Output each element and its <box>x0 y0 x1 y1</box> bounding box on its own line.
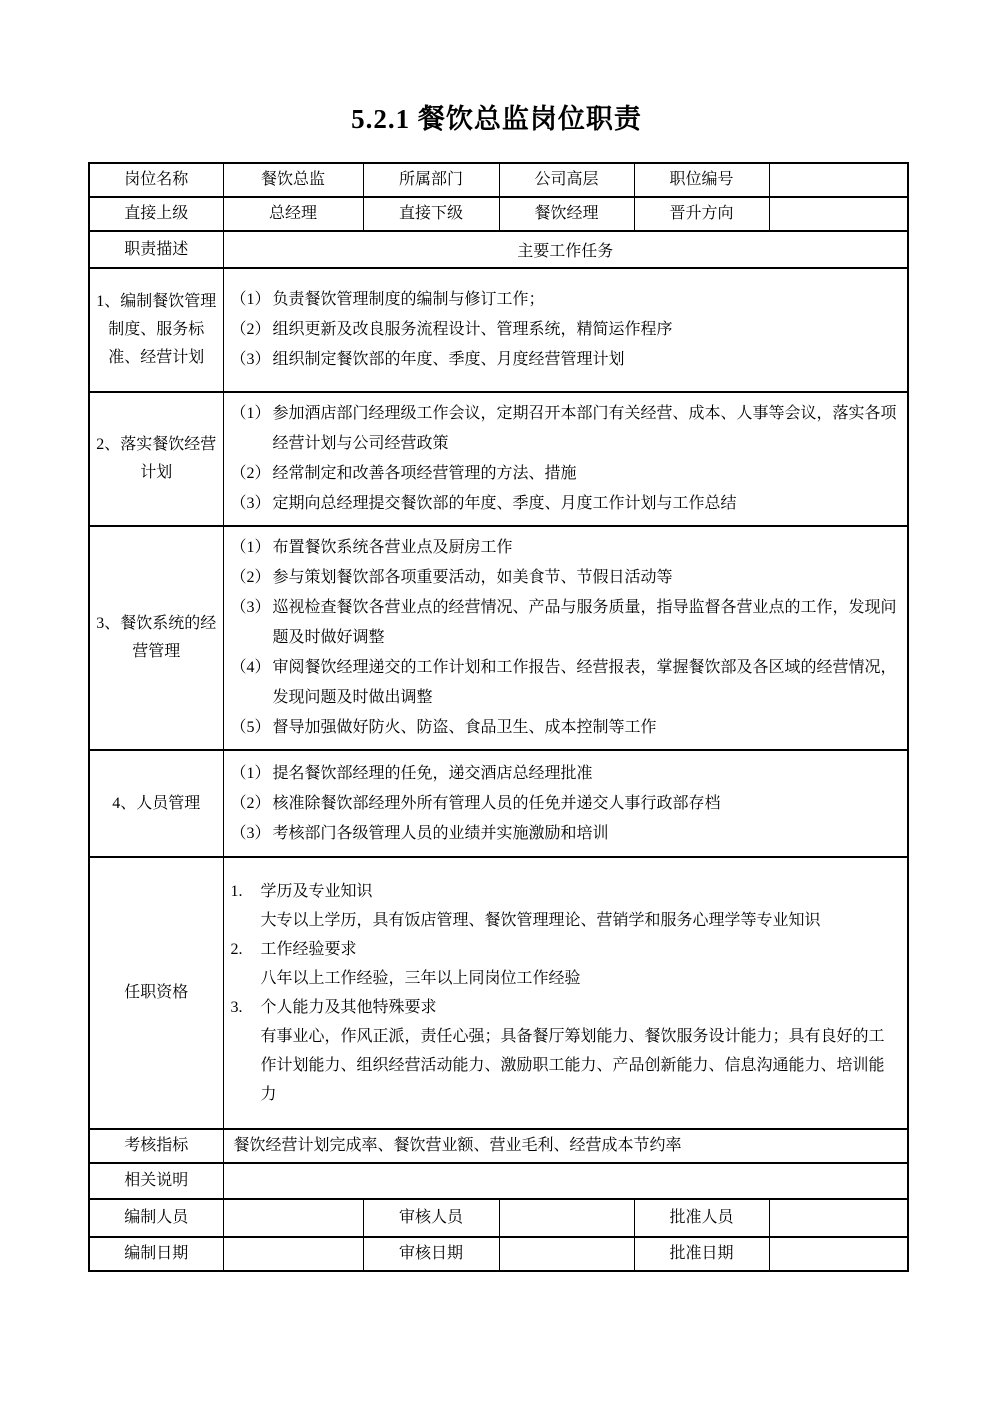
job-description-table <box>88 162 909 1272</box>
list-item-text: 考核部门各级管理人员的业绩并实施激励和培训 <box>272 824 609 842</box>
qualification-item-body <box>261 935 900 993</box>
list-item-marker: （3） <box>230 599 271 616</box>
info-row-2 <box>89 197 908 231</box>
duty-label-3: 3、餐饮系统的经营管理 <box>89 526 223 750</box>
list-item-text: 组织制定餐饮部的年度、季度、月度经营管理计划 <box>272 351 625 368</box>
field-value-approved-date <box>769 1237 908 1271</box>
list-item <box>231 759 900 789</box>
list-item-marker: （2） <box>230 321 271 338</box>
qualification-item-detail: 大专以上学历，具有饭店管理、餐饮管理理论、营销学和服务心理学等专业知识 <box>260 912 821 929</box>
field-value-direct-superior: 总经理 <box>223 197 363 231</box>
field-value-reviewed-date <box>499 1237 634 1271</box>
field-label-promotion-direction: 晋升方向 <box>634 197 769 231</box>
duty-row-4 <box>89 750 908 857</box>
list-item-marker: （4） <box>230 659 271 676</box>
list-item-text: 布置餐饮系统各营业点及厨房工作 <box>272 539 513 556</box>
field-label-position-code: 职位编号 <box>634 163 769 197</box>
field-label-department: 所属部门 <box>363 163 499 197</box>
list-item-marker: （5） <box>230 719 271 736</box>
field-label-direct-subordinate: 直接下级 <box>363 197 499 231</box>
qualification-item-detail: 有事业心，作风正派，责任心强；具备餐厅筹划能力、餐饮服务设计能力；具有良好的工作计划能力、组织经营活动能力、激励职工能力、产品创新能力、信息沟通能力、培训能力 <box>260 1028 885 1103</box>
field-value-approved-by <box>769 1199 908 1237</box>
list-item-marker: （1） <box>230 539 271 556</box>
field-value-direct-subordinate: 餐饮经理 <box>499 197 634 231</box>
list-item <box>231 285 900 315</box>
qualification-item <box>231 993 900 1109</box>
qualification-label: 任职资格 <box>89 857 223 1129</box>
page-title: 5.2.1 餐饮总监岗位职责 <box>351 104 642 134</box>
list-item-marker: （1） <box>230 291 271 308</box>
notes-label: 相关说明 <box>89 1163 223 1199</box>
list-item-text: 经常制定和改善各项经营管理的方法、措施 <box>272 465 577 482</box>
qualification-items <box>223 857 908 1129</box>
qualification-item-number: 3. <box>230 999 243 1016</box>
qualification-item-body <box>261 993 900 1109</box>
list-item <box>231 593 900 653</box>
qualification-row <box>89 857 908 1129</box>
list-item-text: 参加酒店部门经理级工作会议，定期召开本部门有关经营、成本、人事等会议，落实各项经营计划与公司经营政策 <box>272 405 897 452</box>
qualification-item-body <box>261 877 900 935</box>
footer-row-2 <box>89 1237 908 1271</box>
list-item <box>231 399 900 459</box>
duty-header-row <box>89 231 908 268</box>
qualification-item <box>231 935 900 993</box>
field-label-prepared-date: 编制日期 <box>89 1237 223 1271</box>
list-item-marker: （1） <box>230 405 271 422</box>
list-item-text: 提名餐饮部经理的任免，递交酒店总经理批准 <box>272 764 593 782</box>
field-label-prepared-by: 编制人员 <box>89 1199 223 1237</box>
list-item-text: 参与策划餐饮部各项重要活动，如美食节、节假日活动等 <box>272 569 673 586</box>
list-item-text: 审阅餐饮经理递交的工作计划和工作报告、经营报表，掌握餐饮部及各区域的经营情况，发现问题及时做出调整 <box>272 659 897 706</box>
duty-items-1 <box>223 268 908 392</box>
list-item-marker: （2） <box>230 794 271 812</box>
field-label-reviewed-date: 审核日期 <box>363 1237 499 1271</box>
list-item-text: 组织更新及改良服务流程设计、管理系统，精简运作程序 <box>272 321 673 338</box>
list-item <box>231 533 900 563</box>
field-value-prepared-date <box>223 1237 363 1271</box>
qualification-item-detail: 八年以上工作经验，三年以上同岗位工作经验 <box>260 970 581 987</box>
list-item <box>231 653 900 713</box>
duty-items-3 <box>223 526 908 750</box>
field-label-approved-by: 批准人员 <box>634 1199 769 1237</box>
list-item <box>231 459 900 489</box>
list-item <box>231 713 900 743</box>
list-item <box>231 345 900 375</box>
qualification-item-title: 工作经验要求 <box>260 941 357 958</box>
field-value-promotion-direction <box>769 197 908 231</box>
list-item-marker: （3） <box>230 351 271 368</box>
field-value-prepared-by <box>223 1199 363 1237</box>
list-item-text: 核准除餐饮部经理外所有管理人员的任免并递交人事行政部存档 <box>272 794 721 812</box>
list-item-marker: （3） <box>230 495 271 512</box>
list-item <box>231 819 900 849</box>
duty-label-2: 2、落实餐饮经营计划 <box>89 392 223 526</box>
qualification-item <box>231 877 900 935</box>
info-row-1 <box>89 163 908 197</box>
qualification-item-title: 个人能力及其他特殊要求 <box>260 999 437 1016</box>
list-item-text: 督导加强做好防火、防盗、食品卫生、成本控制等工作 <box>272 719 657 736</box>
notes-value <box>223 1163 908 1199</box>
list-item <box>231 489 900 519</box>
field-label-direct-superior: 直接上级 <box>89 197 223 231</box>
duty-header-label: 职责描述 <box>89 231 223 268</box>
duty-label-1: 1、编制餐饮管理制度、服务标准、经营计划 <box>89 268 223 392</box>
field-label-position-name: 岗位名称 <box>89 163 223 197</box>
list-item-text: 负责餐饮管理制度的编制与修订工作； <box>272 291 545 308</box>
duty-items-2 <box>223 392 908 526</box>
list-item <box>231 563 900 593</box>
duty-row-3 <box>89 526 908 750</box>
duty-row-1 <box>89 268 908 392</box>
list-item-text: 巡视检查餐饮各营业点的经营情况、产品与服务质量，指导监督各营业点的工作，发现问题及时做好调整 <box>272 599 897 646</box>
qualification-item-number: 2. <box>230 941 243 958</box>
list-item-marker: （3） <box>230 824 271 842</box>
list-item-marker: （2） <box>230 569 271 586</box>
field-value-department: 公司高层 <box>499 163 634 197</box>
list-item-marker: （1） <box>230 764 271 782</box>
list-item <box>231 789 900 819</box>
duty-header-value: 主要工作任务 <box>223 231 908 268</box>
duty-row-2 <box>89 392 908 526</box>
field-value-position-name: 餐饮总监 <box>223 163 363 197</box>
list-item <box>231 315 900 345</box>
notes-row <box>89 1163 908 1199</box>
field-label-reviewed-by: 审核人员 <box>363 1199 499 1237</box>
kpi-value: 餐饮经营计划完成率、餐饮营业额、营业毛利、经营成本节约率 <box>223 1129 908 1163</box>
kpi-row <box>89 1129 908 1163</box>
field-value-position-code <box>769 163 908 197</box>
field-value-reviewed-by <box>499 1199 634 1237</box>
list-item-marker: （2） <box>230 465 271 482</box>
qualification-item-number: 1. <box>230 883 243 900</box>
qualification-item-title: 学历及专业知识 <box>260 883 373 900</box>
field-label-approved-date: 批准日期 <box>634 1237 769 1271</box>
duty-items-4 <box>223 750 908 857</box>
duty-label-4: 4、人员管理 <box>89 750 223 857</box>
footer-row-1 <box>89 1199 908 1237</box>
kpi-label: 考核指标 <box>89 1129 223 1163</box>
list-item-text: 定期向总经理提交餐饮部的年度、季度、月度工作计划与工作总结 <box>272 495 737 512</box>
